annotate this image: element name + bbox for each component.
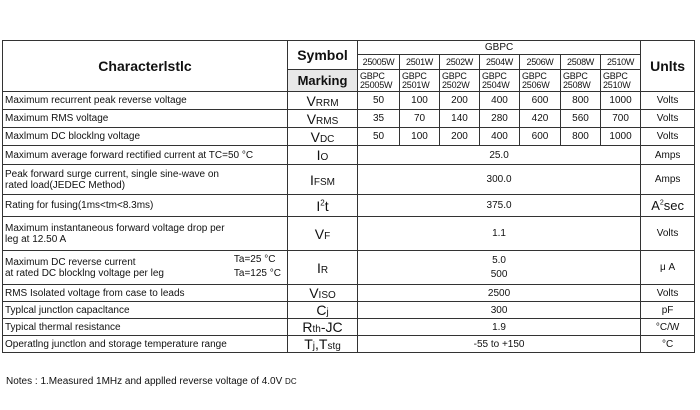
row-vrms [3, 110, 695, 128]
value-cell: 35 [358, 110, 400, 128]
value-cell: 800 [561, 128, 601, 146]
symbol-header: Symbol [288, 41, 358, 70]
ratings-table [2, 40, 695, 353]
units-header: Unlts [641, 41, 695, 92]
row-vdc [3, 128, 695, 146]
marking-header: Marking [288, 70, 358, 92]
row-description: Maximum recurrent peak reverse voltage [3, 92, 288, 110]
row-description: Maxlmum DC blocklng voltage [3, 128, 288, 146]
row-symbol: VRRM [288, 92, 358, 110]
row-symbol: IFSM [288, 165, 358, 195]
marking-cell: GBPC 2510W [601, 70, 641, 92]
row-ifsm [3, 165, 695, 195]
row-description: Peak forward surge current, single sine-wave on rated load(JEDEC Method) [3, 165, 288, 195]
row-symbol: VRMS [288, 110, 358, 128]
gbpc-group-header: GBPC [358, 41, 641, 55]
row-unit: Volts [641, 217, 695, 251]
row-description: Maximum instantaneous forward voltage drop per leg at 12.50 A [3, 217, 288, 251]
row-description: Rating for fusing(1ms<tm<8.3ms) [3, 195, 288, 217]
row-description: Typlcal junctlon capacltance [3, 302, 288, 319]
value-cell: 560 [561, 110, 601, 128]
part-number: 2501W [400, 55, 440, 70]
value-cell: 400 [480, 128, 520, 146]
row-symbol: VDC [288, 128, 358, 146]
value-cell: 1000 [601, 92, 641, 110]
part-number: 2502W [440, 55, 480, 70]
row-unit: Amps [641, 165, 695, 195]
row-symbol: IR [288, 251, 358, 285]
part-number: 2510W [601, 55, 641, 70]
row-unit: Volts [641, 92, 695, 110]
marking-cell: GBPC 25005W [358, 70, 400, 92]
value-cell: 200 [440, 92, 480, 110]
part-number: 2508W [561, 55, 601, 70]
row-description: Typical thermal resistance [3, 319, 288, 336]
value-cell: 700 [601, 110, 641, 128]
value-cell: 375.0 [358, 195, 641, 217]
value-cell: 300 [358, 302, 641, 319]
value-cell: 70 [400, 110, 440, 128]
row-symbol: IO [288, 146, 358, 165]
row-description: Maximum RMS voltage [3, 110, 288, 128]
value-cell: 2500 [358, 285, 641, 302]
characteristic-header: Characterlstlc [3, 41, 288, 92]
row-vf [3, 217, 695, 251]
value-cell: 600 [520, 92, 561, 110]
part-number: 25005W [358, 55, 400, 70]
value-cell: 140 [440, 110, 480, 128]
row-cj [3, 302, 695, 319]
value-cell: 1000 [601, 128, 641, 146]
marking-cell: GBPC 2501W [400, 70, 440, 92]
value-cell: 300.0 [358, 165, 641, 195]
row-i2t [3, 195, 695, 217]
marking-cell: GBPC 2508W [561, 70, 601, 92]
row-symbol: Cj [288, 302, 358, 319]
row-description: Maximum DC reverse current at rated DC blocklng voltage per leg Ta=25 °C Ta=125 °C [3, 251, 288, 285]
row-unit: °C/W [641, 319, 695, 336]
value-cell: 280 [480, 110, 520, 128]
marking-cell: GBPC 2504W [480, 70, 520, 92]
marking-cell: GBPC 2506W [520, 70, 561, 92]
row-ir [3, 251, 695, 285]
row-description: Maximum average forward rectified current at TC=50 °C [3, 146, 288, 165]
row-unit: μ A [641, 251, 695, 285]
row-rth [3, 319, 695, 336]
value-cell: 1.1 [358, 217, 641, 251]
marking-cell: GBPC 2502W [440, 70, 480, 92]
value-cell: 420 [520, 110, 561, 128]
value-cell: 100 [400, 128, 440, 146]
part-number: 2504W [480, 55, 520, 70]
value-cell: -55 to +150 [358, 336, 641, 353]
row-unit: pF [641, 302, 695, 319]
row-symbol: Rth-JC [288, 319, 358, 336]
value-cell: 50 [358, 92, 400, 110]
row-unit: Amps [641, 146, 695, 165]
value-cell: 800 [561, 92, 601, 110]
row-unit: °C [641, 336, 695, 353]
row-tj [3, 336, 695, 353]
row-io [3, 146, 695, 165]
row-unit: Volts [641, 285, 695, 302]
value-cell: 1.9 [358, 319, 641, 336]
row-symbol: VISO [288, 285, 358, 302]
value-cell: 400 [480, 92, 520, 110]
ir-conditions: Ta=25 °C Ta=125 °C [233, 254, 281, 279]
row-unit: Volts [641, 128, 695, 146]
row-symbol: Tj,Tstg [288, 336, 358, 353]
value-cell: 100 [400, 92, 440, 110]
row-viso [3, 285, 695, 302]
part-number: 2506W [520, 55, 561, 70]
row-symbol: VF [288, 217, 358, 251]
row-unit: Volts [641, 110, 695, 128]
value-cell: 5.0 500 [358, 251, 641, 285]
value-cell: 600 [520, 128, 561, 146]
row-description: Operatlng junctlon and storage temperature range [3, 336, 288, 353]
value-cell: 25.0 [358, 146, 641, 165]
row-symbol: $I^2t$ [288, 195, 358, 217]
row-unit: $A^2\sec$ [641, 195, 695, 217]
row-vrrm [3, 92, 695, 110]
footnote: Notes : 1.Measured 1MHz and applled reverse voltage of 4.0V DC [6, 376, 297, 387]
row-description: RMS Isolated voltage from case to leads [3, 285, 288, 302]
value-cell: 200 [440, 128, 480, 146]
value-cell: 50 [358, 128, 400, 146]
